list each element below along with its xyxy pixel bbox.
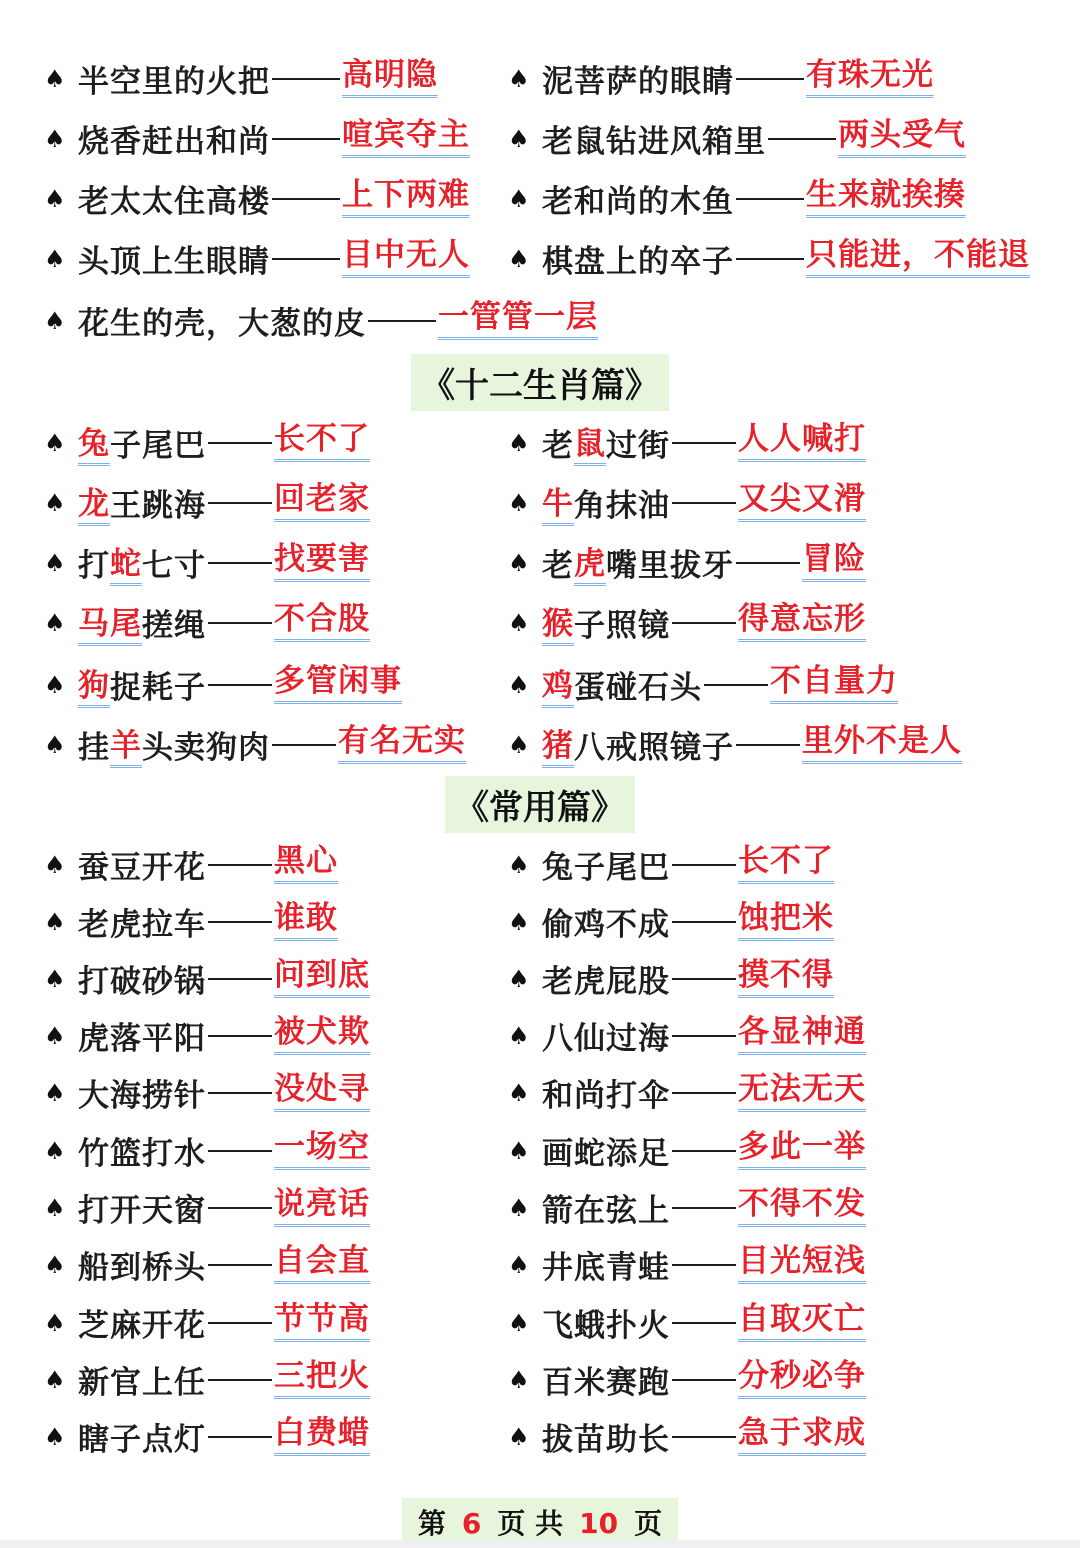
zodiac-animal: 牛: [542, 478, 574, 526]
answer-text: 高明隐: [342, 58, 438, 99]
answer-text: 说亮话: [274, 1187, 370, 1228]
riddle-text: 虎落平阳: [78, 1020, 206, 1057]
answer-text: 三把火: [274, 1359, 370, 1400]
dash-divider: [672, 1207, 736, 1209]
list-item: [44, 1349, 370, 1409]
riddle-text: 头顶上生眼睛: [78, 243, 270, 280]
dash-divider: [736, 258, 804, 260]
list-item: [44, 1292, 370, 1352]
list-item: [44, 108, 470, 168]
riddle-suffix: 搓绳: [142, 607, 206, 644]
answer-text: 找要害: [274, 542, 370, 583]
spade-icon: ♠: [44, 547, 66, 577]
spade-icon: ♠: [508, 906, 530, 936]
riddle-suffix: 子照镜: [574, 607, 670, 644]
list-item: [44, 48, 438, 108]
riddle-text: 棋盘上的卒子: [542, 243, 734, 280]
list-item: [44, 948, 370, 1008]
spade-icon: ♠: [44, 123, 66, 153]
page-footer: [0, 1500, 1080, 1544]
riddle-text: 竹篮打水: [78, 1135, 206, 1172]
dash-divider: [272, 198, 340, 200]
spade-icon: ♠: [44, 1020, 66, 1050]
dash-divider: [208, 622, 272, 624]
dash-divider: [208, 1150, 272, 1152]
spade-icon: ♠: [44, 183, 66, 213]
spade-icon: ♠: [508, 1135, 530, 1165]
dash-divider: [672, 921, 736, 923]
answer-text: 蚀把米: [738, 901, 834, 942]
riddle-text: 老和尚的木鱼: [542, 183, 734, 220]
riddle-text: 瞎子点灯: [78, 1421, 206, 1458]
dash-divider: [736, 744, 800, 746]
spade-icon: ♠: [508, 63, 530, 93]
list-item: [508, 532, 866, 592]
list-item: [44, 714, 466, 774]
riddle-text: 船到桥头: [78, 1249, 206, 1286]
spade-icon: ♠: [508, 607, 530, 637]
riddle-text: 偷鸡不成: [542, 906, 670, 943]
answer-text: 长不了: [738, 844, 834, 885]
list-item: [508, 654, 898, 714]
answer-text: 得意忘形: [738, 602, 866, 643]
zodiac-animal: 马尾: [78, 598, 142, 646]
list-item: [508, 891, 834, 951]
dash-divider: [368, 320, 436, 322]
zodiac-animal: 羊: [110, 720, 142, 768]
list-item: [508, 1406, 866, 1466]
riddle-text: 箭在弦上: [542, 1192, 670, 1229]
answer-text: 上下两难: [342, 178, 470, 219]
dash-divider: [672, 978, 736, 980]
list-item: [508, 108, 966, 168]
zodiac-animal: 鼠: [574, 418, 606, 466]
dash-divider: [208, 684, 272, 686]
dash-divider: [672, 622, 736, 624]
dash-divider: [208, 1207, 272, 1209]
list-item: [44, 168, 470, 228]
zodiac-animal: 兔: [78, 418, 110, 466]
dash-divider: [208, 1436, 272, 1438]
list-item: [44, 1062, 370, 1122]
answer-text: 分秒必争: [738, 1359, 866, 1400]
page-middle: 页 共: [497, 1507, 564, 1540]
dash-divider: [208, 442, 272, 444]
riddle-text: 老鼠钻进风箱里: [542, 123, 766, 160]
answer-text: 人人喊打: [738, 422, 866, 463]
list-item: [508, 1120, 866, 1180]
section-title-text: 《常用篇》: [445, 776, 635, 833]
answer-text: 一管管一层: [438, 300, 598, 341]
riddle-prefix: 挂: [78, 729, 110, 766]
dash-divider: [272, 744, 336, 746]
spade-icon: ♠: [508, 427, 530, 457]
zodiac-animal: 猴: [542, 598, 574, 646]
answer-text: 有珠无光: [806, 58, 934, 99]
spade-icon: ♠: [44, 669, 66, 699]
list-item: [44, 412, 370, 472]
answer-text: 又尖又滑: [738, 482, 866, 523]
spade-icon: ♠: [508, 123, 530, 153]
riddle-text: 兔子尾巴: [542, 849, 670, 886]
answer-text: 没处寻: [274, 1072, 370, 1113]
list-item: [508, 1005, 866, 1065]
spade-icon: ♠: [44, 1364, 66, 1394]
list-item: [44, 1120, 370, 1180]
page-indicator: [402, 1498, 678, 1546]
list-item: [508, 1349, 866, 1409]
riddle-text: 泥菩萨的眼睛: [542, 63, 734, 100]
list-item: [44, 834, 338, 894]
list-item: [508, 1177, 866, 1237]
dash-divider: [208, 1379, 272, 1381]
riddle-suffix: 王跳海: [110, 487, 206, 524]
dash-divider: [704, 684, 768, 686]
riddle-suffix: 捉耗子: [110, 669, 206, 706]
spade-icon: ♠: [508, 1077, 530, 1107]
dash-divider: [672, 1436, 736, 1438]
dash-divider: [768, 138, 836, 140]
zodiac-animal: 龙: [78, 478, 110, 526]
list-item: [508, 1062, 866, 1122]
dash-divider: [672, 1322, 736, 1324]
riddle-suffix: 角抹油: [574, 487, 670, 524]
dash-divider: [208, 1264, 272, 1266]
dash-divider: [272, 258, 340, 260]
answer-text: 自取灭亡: [738, 1302, 866, 1343]
riddle-text: 大海捞针: [78, 1077, 206, 1114]
riddle-prefix: 老: [542, 427, 574, 464]
riddle-text: 八仙过海: [542, 1020, 670, 1057]
bottom-divider: [0, 1540, 1080, 1548]
dash-divider: [672, 502, 736, 504]
spade-icon: ♠: [508, 963, 530, 993]
list-item: [44, 290, 598, 350]
spade-icon: ♠: [44, 305, 66, 335]
dash-divider: [208, 562, 272, 564]
spade-icon: ♠: [44, 243, 66, 273]
answer-text: 一场空: [274, 1130, 370, 1171]
answer-text: 不得不发: [738, 1187, 866, 1228]
dash-divider: [736, 78, 804, 80]
spade-icon: ♠: [44, 1077, 66, 1107]
answer-text: 急于求成: [738, 1416, 866, 1457]
list-item: [44, 891, 338, 951]
list-item: [508, 1234, 866, 1294]
dash-divider: [672, 864, 736, 866]
list-item: [508, 472, 866, 532]
answer-text: 目中无人: [342, 238, 470, 279]
spade-icon: ♠: [508, 669, 530, 699]
spade-icon: ♠: [44, 1249, 66, 1279]
list-item: [508, 1292, 866, 1352]
list-item: [508, 48, 934, 108]
dash-divider: [208, 921, 272, 923]
list-item: [508, 948, 834, 1008]
zodiac-animal: 虎: [574, 538, 606, 586]
list-item: [44, 532, 370, 592]
riddle-text: 拔苗助长: [542, 1421, 670, 1458]
spade-icon: ♠: [44, 1192, 66, 1222]
spade-icon: ♠: [508, 1249, 530, 1279]
dash-divider: [272, 138, 340, 140]
riddle-text: 半空里的火把: [78, 63, 270, 100]
spade-icon: ♠: [508, 1020, 530, 1050]
list-item: [508, 834, 834, 894]
riddle-suffix: 头卖狗肉: [142, 729, 270, 766]
answer-text: 多管闲事: [274, 664, 402, 705]
riddle-text: 打开天窗: [78, 1192, 206, 1229]
answer-text: 生来就挨揍: [806, 178, 966, 219]
riddle-suffix: 七寸: [142, 547, 206, 584]
list-item: [44, 228, 470, 288]
dash-divider: [672, 1379, 736, 1381]
dash-divider: [736, 562, 800, 564]
riddle-text: 蚕豆开花: [78, 849, 206, 886]
zodiac-animal: 鸡: [542, 660, 574, 708]
answer-text: 白费蜡: [274, 1416, 370, 1457]
zodiac-animal: 蛇: [110, 538, 142, 586]
answer-text: 各显神通: [738, 1015, 866, 1056]
page-prefix: 第: [417, 1507, 446, 1540]
riddle-suffix: 过街: [606, 427, 670, 464]
zodiac-animal: 猪: [542, 720, 574, 768]
answer-text: 不自量力: [770, 664, 898, 705]
spade-icon: ♠: [44, 963, 66, 993]
riddle-text: 和尚打伞: [542, 1077, 670, 1114]
riddle-text: 花生的壳，大葱的皮: [78, 305, 366, 342]
riddle-text: 老虎屁股: [542, 963, 670, 1000]
riddle-suffix: 嘴里拔牙: [606, 547, 734, 584]
riddle-text: 百米赛跑: [542, 1364, 670, 1401]
riddle-suffix: 蛋碰石头: [574, 669, 702, 706]
spade-icon: ♠: [44, 849, 66, 879]
dash-divider: [208, 1322, 272, 1324]
answer-text: 自会直: [274, 1244, 370, 1285]
answer-text: 里外不是人: [802, 724, 962, 765]
section-title-text: 《十二生肖篇》: [411, 354, 669, 411]
riddle-text: 打破砂锅: [78, 963, 206, 1000]
spade-icon: ♠: [508, 849, 530, 879]
answer-text: 回老家: [274, 482, 370, 523]
dash-divider: [672, 1035, 736, 1037]
total-page-number: 10: [579, 1507, 619, 1540]
riddle-text: 新官上任: [78, 1364, 206, 1401]
riddle-text: 井底青蛙: [542, 1249, 670, 1286]
answer-text: 黑心: [274, 844, 338, 885]
section-title-zodiac: [0, 354, 1080, 410]
list-item: [44, 592, 370, 652]
spade-icon: ♠: [508, 1364, 530, 1394]
spade-icon: ♠: [508, 243, 530, 273]
spade-icon: ♠: [44, 427, 66, 457]
dash-divider: [672, 1150, 736, 1152]
dash-divider: [672, 442, 736, 444]
list-item: [508, 228, 1030, 288]
dash-divider: [672, 1264, 736, 1266]
spade-icon: ♠: [44, 1421, 66, 1451]
answer-text: 只能进，不能退: [806, 238, 1030, 279]
dash-divider: [208, 864, 272, 866]
spade-icon: ♠: [508, 1307, 530, 1337]
spade-icon: ♠: [44, 1135, 66, 1165]
spade-icon: ♠: [508, 729, 530, 759]
spade-icon: ♠: [508, 1421, 530, 1451]
answer-text: 被犬欺: [274, 1015, 370, 1056]
list-item: [508, 592, 866, 652]
list-item: [44, 1406, 370, 1466]
spade-icon: ♠: [508, 487, 530, 517]
list-item: [44, 1234, 370, 1294]
riddle-suffix: 子尾巴: [110, 427, 206, 464]
answer-text: 长不了: [274, 422, 370, 463]
list-item: [44, 1177, 370, 1237]
dash-divider: [208, 978, 272, 980]
list-item: [44, 1005, 370, 1065]
spade-icon: ♠: [44, 607, 66, 637]
answer-text: 两头受气: [838, 118, 966, 159]
dash-divider: [208, 1092, 272, 1094]
zodiac-animal: 狗: [78, 660, 110, 708]
list-item: [44, 654, 402, 714]
riddle-text: 烧香赶出和尚: [78, 123, 270, 160]
answer-text: 谁敢: [274, 901, 338, 942]
answer-text: 节节高: [274, 1302, 370, 1343]
current-page-number: 6: [461, 1507, 482, 1540]
spade-icon: ♠: [44, 487, 66, 517]
spade-icon: ♠: [44, 63, 66, 93]
riddle-prefix: 老: [542, 547, 574, 584]
riddle-prefix: 打: [78, 547, 110, 584]
spade-icon: ♠: [44, 729, 66, 759]
dash-divider: [208, 1035, 272, 1037]
dash-divider: [208, 502, 272, 504]
list-item: [508, 168, 966, 228]
section-title-common: [0, 776, 1080, 832]
riddle-text: 飞蛾扑火: [542, 1307, 670, 1344]
answer-text: 无法无天: [738, 1072, 866, 1113]
riddle-text: 老虎拉车: [78, 906, 206, 943]
answer-text: 问到底: [274, 958, 370, 999]
spade-icon: ♠: [44, 1307, 66, 1337]
page-suffix: 页: [634, 1507, 663, 1540]
dash-divider: [672, 1092, 736, 1094]
list-item: [508, 412, 866, 472]
spade-icon: ♠: [508, 547, 530, 577]
riddle-text: 芝麻开花: [78, 1307, 206, 1344]
answer-text: 不合股: [274, 602, 370, 643]
spade-icon: ♠: [44, 906, 66, 936]
riddle-text: 画蛇添足: [542, 1135, 670, 1172]
answer-text: 冒险: [802, 542, 866, 583]
spade-icon: ♠: [508, 1192, 530, 1222]
answer-text: 目光短浅: [738, 1244, 866, 1285]
dash-divider: [736, 198, 804, 200]
spade-icon: ♠: [508, 183, 530, 213]
answer-text: 有名无实: [338, 724, 466, 765]
riddle-suffix: 八戒照镜子: [574, 729, 734, 766]
riddle-text: 老太太住高楼: [78, 183, 270, 220]
list-item: [44, 472, 370, 532]
dash-divider: [272, 78, 340, 80]
answer-text: 摸不得: [738, 958, 834, 999]
answer-text: 喧宾夺主: [342, 118, 470, 159]
list-item: [508, 714, 962, 774]
answer-text: 多此一举: [738, 1130, 866, 1171]
